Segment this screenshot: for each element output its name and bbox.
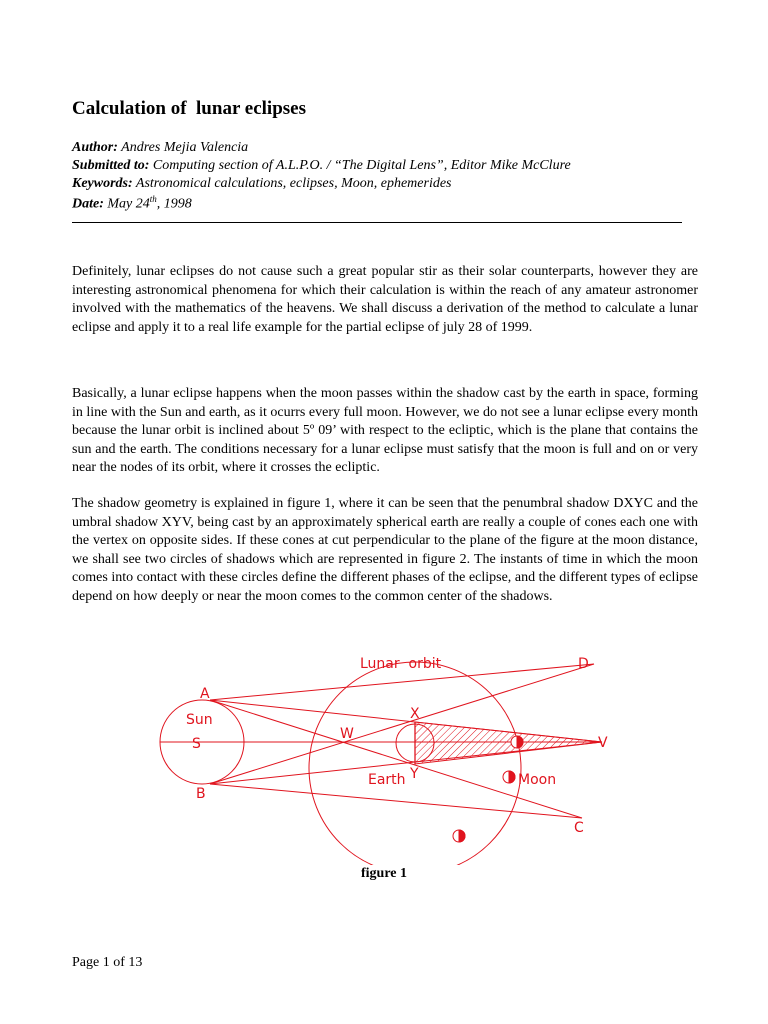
page-title: Calculation of lunar eclipses	[72, 98, 306, 119]
ray-B-C	[210, 784, 582, 818]
label-X: X	[410, 706, 420, 722]
label-sun: Sun	[186, 712, 213, 728]
moon-penumbra	[503, 771, 515, 783]
keywords-line	[72, 176, 452, 192]
author-line	[72, 140, 248, 156]
label-moon: Moon	[518, 772, 557, 788]
date-value-main: May 24	[107, 196, 150, 212]
figure-caption: figure 1	[360, 866, 407, 881]
author-value: Andres Mejia Valencia	[121, 140, 249, 155]
author-label: Author:	[72, 140, 118, 155]
label-S: S	[192, 736, 201, 752]
date-label: Date:	[72, 196, 104, 212]
label-lunar-orbit: Lunar orbit	[360, 656, 442, 672]
page-number: Page 1 of 13	[72, 955, 143, 970]
label-earth: Earth	[368, 772, 406, 788]
submitted-value: Computing section of A.L.P.O. / “The Digital Lens”, Editor Mike McClure	[152, 158, 571, 173]
keywords-label: Keywords:	[72, 176, 133, 191]
label-V: V	[598, 735, 608, 751]
ray-A-C	[210, 700, 582, 818]
label-D: D	[578, 656, 589, 672]
submitted-line	[72, 158, 571, 174]
label-B: B	[196, 786, 206, 802]
date-line	[72, 194, 192, 213]
label-Y: Y	[410, 766, 419, 782]
moon-orbit	[453, 830, 465, 842]
label-C: C	[574, 820, 584, 836]
date-value-sup: th	[149, 194, 157, 204]
moon-umbra	[511, 736, 523, 748]
label-W: W	[340, 726, 354, 742]
paragraph-3: The shadow geometry is explained in figure 1, where it can be seen that the penumbral shadow DXYC and the umbral shadow XYV, being cast by an approximately spherical earth are really a couple of cones each one with the vertex on opposite sides. If these cones at cut perpendicular to the plane of the figure at the moon distance, we shall see two circles of shadows which are represented in figure 2. The instants of time in which the moon comes into contact with these circles define the different phases of the eclipse, and the different types of eclipse depend on how deeply or near the moon comes to the common center of the shadows.	[72, 496, 698, 604]
header-rule	[72, 222, 682, 223]
label-A: A	[200, 686, 210, 702]
keywords-value: Astronomical calculations, eclipses, Moon, ephemerides	[135, 176, 452, 191]
date-value-year: , 1998	[156, 196, 192, 212]
paragraph-2: Basically, a lunar eclipse happens when the moon passes within the shadow cast by the earth in space, forming in line with the Sun and earth, as it ocurrs every full moon. However, we do not see a lunar eclipse every month because the lunar orbit is inclined about 5º 09’ with respect to the ecliptic, which is the plane that contains the sun and the earth. The conditions necessary for a lunar eclipse must satisfy that the moon is full and on or very near the nodes of its orbit, where it crosses the ecliptic.	[72, 386, 698, 476]
paragraph-1: Definitely, lunar eclipses do not cause such a great popular stir as their solar counterparts, however they are interesting astronomical phenomena for which their calculation is within the reach of any amateur astronomer involved with the mathematics of the heavens. We shall discuss a derivation of the method to calculate a lunar eclipse and apply it to a real life example for the partial eclipse of july 28 of 1999.	[72, 264, 698, 335]
umbra-cone	[415, 722, 602, 764]
submitted-label: Submitted to:	[72, 158, 150, 173]
figure-1-diagram	[0, 640, 768, 865]
